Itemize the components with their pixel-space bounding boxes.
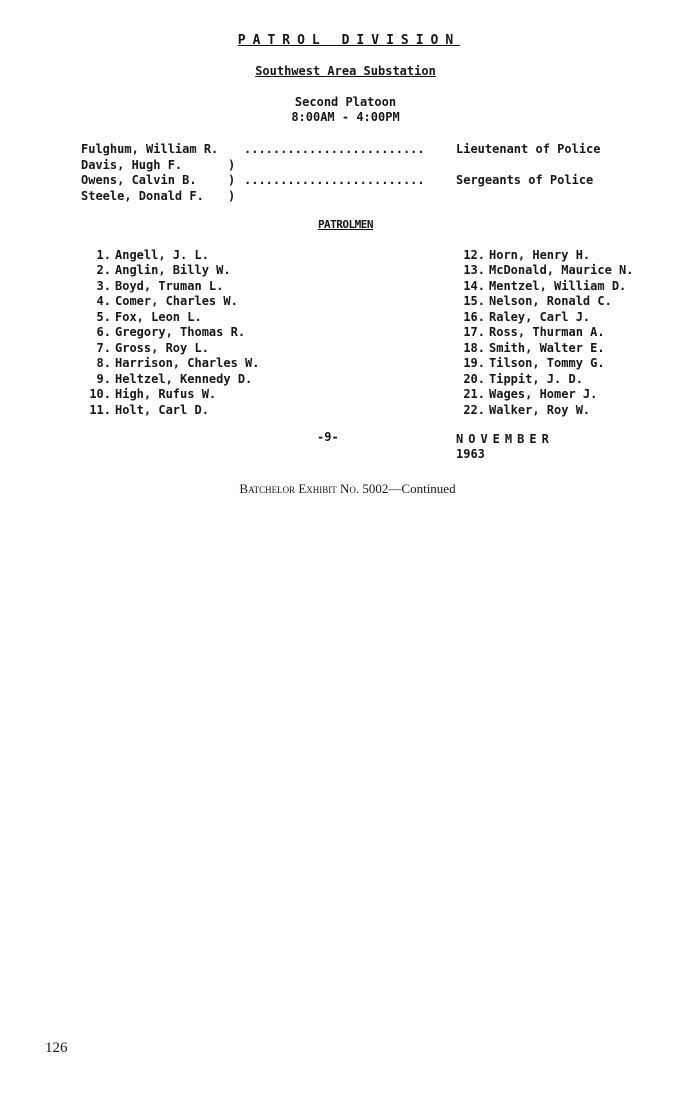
patrolman-number: 19.	[463, 356, 485, 371]
patrolman-name: Ross, Thurman A.	[489, 325, 605, 340]
patrolman-name: High, Rufus W.	[115, 387, 217, 402]
patrolman-entry	[81, 356, 260, 371]
patrolman-entry	[455, 387, 634, 402]
patrolman-entry	[81, 248, 260, 263]
patrolman-entry	[455, 294, 634, 309]
patrolman-entry	[455, 341, 634, 356]
patrolman-number: 22.	[463, 402, 485, 417]
patrolman-number: 2.	[96, 263, 111, 278]
patrolman-name: Boyd, Truman L.	[115, 278, 224, 293]
exhibit-label: Batchelor Exhibit No. 5002	[239, 481, 389, 496]
patrolman-name: Heltzel, Kennedy D.	[115, 371, 253, 386]
lieutenant-name: Fulghum, William R.	[81, 142, 219, 156]
platoon-name: Second Platoon	[294, 95, 397, 109]
patrolman-name: Nelson, Ronald C.	[489, 294, 612, 309]
patrolman-number: 13.	[463, 263, 485, 278]
patrolman-entry	[455, 372, 634, 387]
patrolman-number: 7.	[96, 340, 111, 355]
sergeant-bracket: ) ) )	[228, 157, 236, 203]
exhibit-caption	[0, 481, 691, 497]
patrolman-name: Mentzel, William D.	[489, 278, 627, 293]
patrolman-entry	[455, 325, 634, 340]
patrolman-number: 8.	[96, 356, 111, 371]
patrolman-number: 14.	[463, 278, 485, 293]
patrolman-name: Holt, Carl D.	[115, 402, 209, 417]
exhibit-suffix: —Continued	[388, 481, 456, 496]
patrolman-number: 5.	[96, 309, 111, 324]
patrolman-name: Harrison, Charles W.	[115, 356, 260, 371]
footer-year: 1963	[456, 447, 485, 461]
patrolman-number: 15.	[463, 294, 485, 309]
leader-dots: .........................	[244, 173, 425, 187]
patrolman-number: 16.	[463, 309, 485, 324]
lieutenant-rank: Lieutenant of Police	[456, 142, 601, 156]
patrolman-entry	[455, 310, 634, 325]
leader-dots: .........................	[244, 142, 425, 156]
platoon-hours: 8:00AM - 4:00PM	[291, 110, 400, 124]
patrolman-number: 17.	[463, 325, 485, 340]
patrolman-name: McDonald, Maurice N.	[489, 263, 634, 278]
patrolman-number: 11.	[89, 402, 111, 417]
patrolman-entry	[81, 263, 260, 278]
patrolman-entry	[81, 341, 260, 356]
patrolman-name: Angell, J. L.	[115, 248, 209, 262]
patrolman-entry	[81, 294, 260, 309]
patrolman-name: Smith, Walter E.	[489, 340, 605, 355]
patrolman-name: Raley, Carl J.	[489, 309, 591, 324]
page-title: PATROL DIVISION	[237, 33, 461, 48]
patrolman-entry	[455, 403, 634, 418]
patrolman-entry	[455, 263, 634, 278]
patrolman-number: 20.	[463, 371, 485, 386]
patrolman-entry	[81, 372, 260, 387]
patrolman-entry	[81, 403, 260, 418]
patrolman-number: 10.	[89, 387, 111, 402]
patrolman-number: 9.	[96, 371, 111, 386]
platoon-block	[0, 95, 691, 125]
patrolman-entry	[81, 325, 260, 340]
patrolman-number: 21.	[463, 387, 485, 402]
patrolman-name: Tilson, Tommy G.	[489, 356, 605, 371]
patrolman-entry	[455, 248, 634, 263]
patrolman-number: 1.	[96, 248, 111, 262]
patrolman-name: Gregory, Thomas R.	[115, 325, 246, 340]
patrolman-number: 12.	[463, 248, 485, 262]
patrolman-name: Gross, Roy L.	[115, 340, 209, 355]
patrolman-name: Comer, Charles W.	[115, 294, 238, 309]
patrolmen-list-left	[81, 248, 260, 418]
patrolman-name: Horn, Henry H.	[489, 248, 591, 262]
folio-number: 126	[45, 1040, 68, 1056]
sergeant-name: Steele, Donald F.	[81, 188, 204, 203]
patrolman-entry	[81, 279, 260, 294]
patrolman-number: 4.	[96, 294, 111, 309]
patrolman-name: Tippit, J. D.	[489, 371, 583, 386]
sergeants-rank: Sergeants of Police	[456, 173, 594, 187]
patrolman-number: 3.	[96, 278, 111, 293]
patrolman-name: Walker, Roy W.	[489, 402, 591, 417]
patrolman-name: Wages, Homer J.	[489, 387, 598, 402]
patrolman-name: Fox, Leon L.	[115, 309, 202, 324]
footer-month: NOVEMBER	[456, 432, 554, 446]
sergeant-name: Davis, Hugh F.	[81, 157, 183, 172]
patrolman-number: 6.	[96, 325, 111, 340]
sergeant-name: Owens, Calvin B.	[81, 173, 197, 187]
patrolman-entry	[455, 279, 634, 294]
patrolmen-heading: PATROLMEN	[317, 218, 374, 231]
patrolman-entry	[81, 387, 260, 402]
officer-names	[81, 142, 218, 204]
patrolman-entry	[81, 310, 260, 325]
patrolman-number: 18.	[463, 340, 485, 355]
patrolmen-list-right	[455, 248, 634, 418]
page-number: -9-	[317, 430, 339, 444]
substation-name: Southwest Area Substation	[255, 64, 436, 78]
patrolman-entry	[455, 356, 634, 371]
patrolman-name: Anglin, Billy W.	[115, 263, 231, 278]
